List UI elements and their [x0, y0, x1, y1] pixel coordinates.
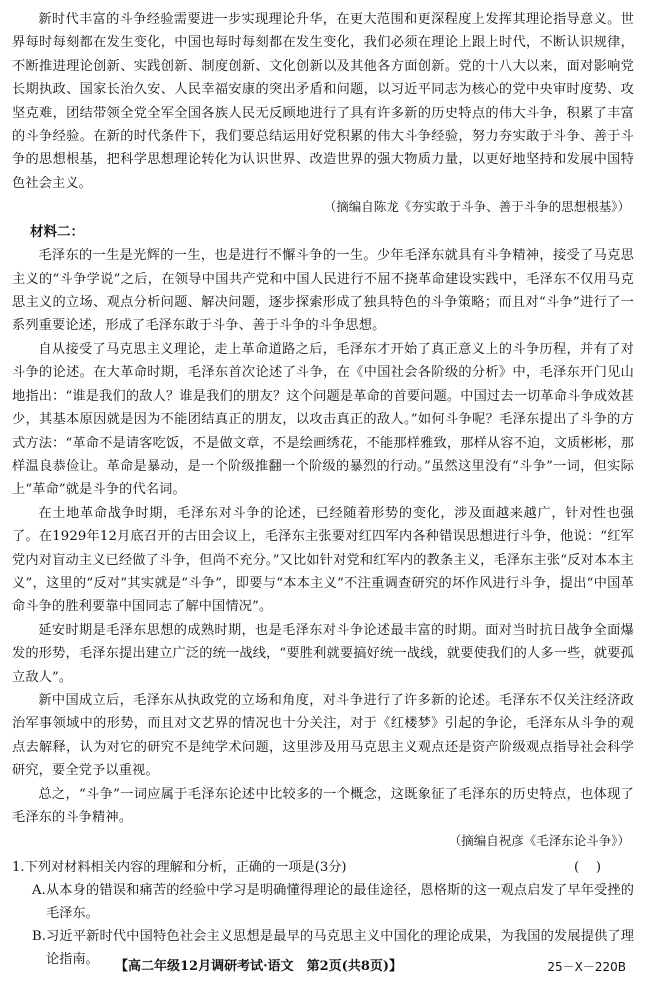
material-two-paragraph-3: 在土地革命战争时期，毛泽东对斗争的论述，已经随着形势的变化，涉及面越来越广，针对性也强了。在1929年12月底召开的古田会议上，毛泽东主张要对红四军内各种错误思想进行斗争，他说：“红军党内对盲动主义已经做了斗争，但尚不充分。”又比如针对党和红军内的教条主义，毛泽东主张“反对本本主义”，这里的“反对”其实就是“斗争”，即要与“本本主义”不注重调查研究的坏作风进行斗争，提出“中国革命斗争的胜利要靠中国同志了解中国情况”。	[12, 505, 634, 615]
footer-title: 【高二年级12月调研考试·语文 第2页(共8页)】	[115, 959, 403, 974]
material-two-paragraph-4: 延安时期是毛泽东思想的成熟时期，也是毛泽东对斗争论述最丰富的时期。面对当时抗日战争全面爆发的形势，毛泽东提出建立广泛的统一战线，“要胜利就要搞好统一战线，就要使我们的人多一些，就要孤立敌人”。	[12, 622, 634, 685]
material-two-source: （摘编自祝彦《毛泽东论斗争》）	[448, 833, 630, 849]
answer-bracket: ( )	[574, 860, 602, 876]
option-b: B.习近平新时代中国特色社会主义思想是最早的马克思主义中国化的理论成果，为我国的发展提供了理论指南。	[32, 929, 634, 968]
material-two-heading: 材料二：	[30, 224, 84, 241]
option-a: A.从本身的错误和痛苦的经验中学习是明确懂得理论的最佳途径，恩格斯的这一观点启发了早年受挫的毛泽东。	[32, 883, 634, 922]
material-two-paragraph-1: 毛泽东的一生是光辉的一生，也是进行不懈斗争的一生。少年毛泽东就具有斗争精神，接受了马克思主义的“斗争学说”之后，在领导中国共产党和中国人民进行不屈不挠革命建设实践中，毛泽东不仅用马克思主义的立场、观点分析问题、解决问题，逐步探索形成了独具特色的斗争策略；而且对“斗争”进行了一系列重要论述，形成了毛泽东敢于斗争、善于斗争的斗争思想。	[12, 248, 634, 334]
question-1-stem: 1.下列对材料相关内容的理解和分析，正确的一项是(3分)	[12, 860, 347, 876]
material-two-paragraph-5: 新中国成立后，毛泽东从执政党的立场和角度，对斗争进行了许多新的论述。毛泽东不仅关注经济政治军事领域中的形势，而且对文艺界的情况也十分关注，对于《红楼梦》引起的争论，毛泽东从斗争的观点去解释，认为对它的研究不是纯学术问题，这里涉及用马克思主义观点还是资产阶级观点指导社会科学研究，要全党予以重视。	[12, 692, 634, 779]
material-one-source: （摘编自陈龙《夯实敢于斗争、善于斗争的思想根基》）	[323, 199, 630, 215]
material-two-paragraph-6: 总之，“斗争”一词应属于毛泽东论述中比较多的一个概念，这既象征了毛泽东的历史特点，也体现了毛泽东的斗争精神。	[12, 786, 634, 825]
question-1	[12, 856, 634, 879]
material-two-paragraph-2: 自从接受了马克思主义理论，走上革命道路之后，毛泽东才开始了真正意义上的斗争历程，并有了对斗争的论述。在大革命时期，毛泽东首次论述了斗争，在《中国社会各阶级的分析》中，毛泽东开门见山地指出：“谁是我们的敌人？谁是我们的朋友？这个问题是革命的首要问题。中国过去一切革命斗争成效甚少，其基本原因就是因为不能团结真正的朋友，以攻击真正的敌人。”如何斗争呢？毛泽东提出了斗争的方式方法：“革命不是请客吃饭，不是做文章，不是绘画绣花，不能那样雅致，那样从容不迫，文质彬彬，那样温良恭俭让。革命是暴动，是一个阶级推翻一个阶级的暴烈的行动。”虽然这里没有“斗争”一词，但实际上“革命”就是斗争的代名词。	[12, 341, 634, 498]
footer-code: 25－X－220B	[547, 960, 626, 974]
material-one-paragraph: 新时代丰富的斗争经验需要进一步实现理论升华，在更大范围和更深程度上发挥其理论指导意义。世界每时每刻都在发生变化，中国也每时每刻都在发生变化，我们必须在理论上跟上时代，不断认识规律，不断推进理论创新、实践创新、制度创新、文化创新以及其他各方面创新。党的十八大以来，面对影响党长期执政、国家长治久安、人民幸福安康的突出矛盾和问题，以习近平同志为核心的党中央审时度势、攻坚克难，团结带领全党全军全国各族人民无反顾地进行了具有许多新的历史特点的伟大斗争，积累了丰富的斗争经验。在新的时代条件下，我们要总结运用好党积累的伟大斗争经验，努力夯实敢于斗争、善于斗争的思想根基，把科学思想理论转化为认识世界、改造世界的强大物质力量，以更好地坚持和发展中国特色社会主义。	[12, 12, 634, 191]
